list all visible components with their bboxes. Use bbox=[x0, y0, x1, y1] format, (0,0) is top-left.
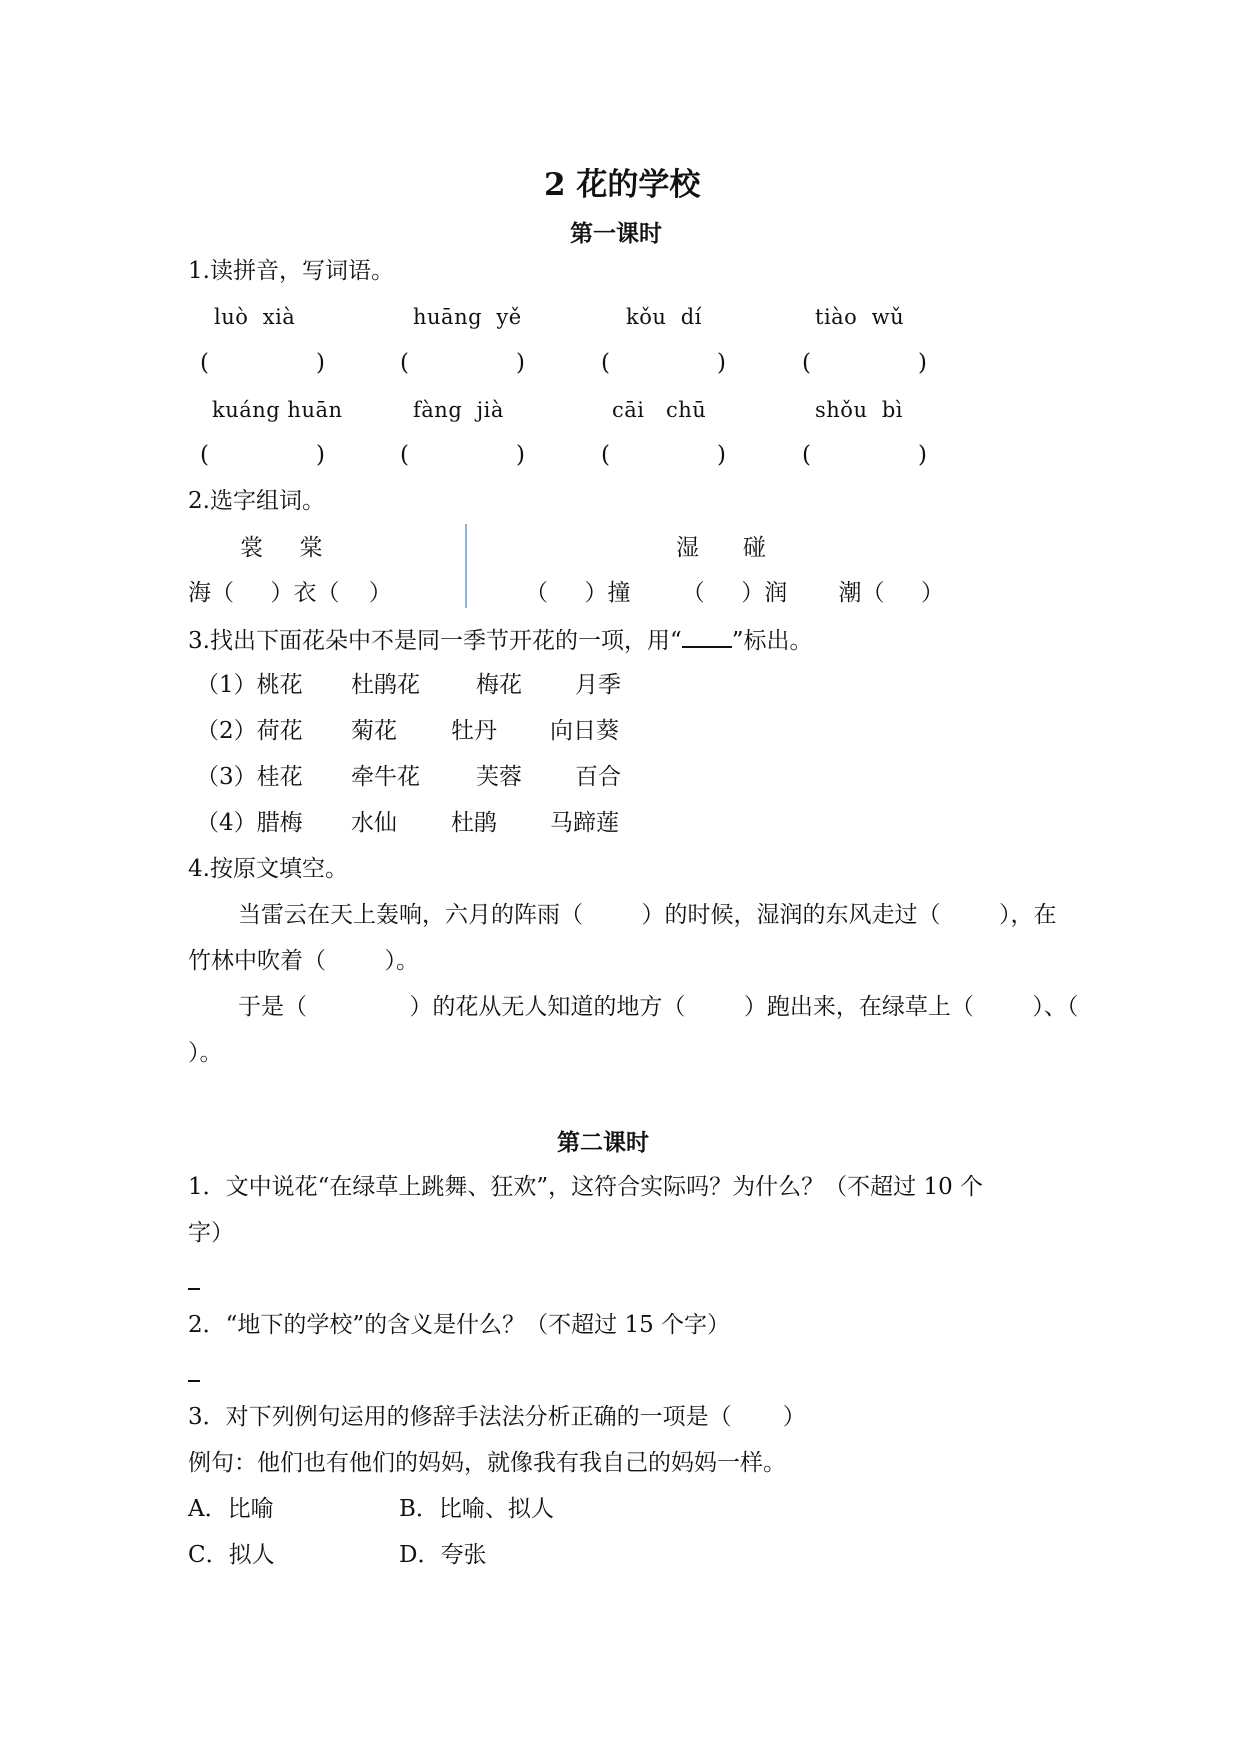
answer-paren-close: ) bbox=[717, 350, 726, 376]
answer-paren-open: ( bbox=[200, 442, 209, 468]
pinyin-4: tiào wǔ bbox=[815, 305, 905, 329]
q4-paragraph-2-line-1: 于是（ ）的花从无人知道的地方（ ）跑出来，在绿草上（ ）、（ bbox=[238, 994, 1079, 1020]
answer-paren-close: ) bbox=[516, 442, 525, 468]
pinyin-1: luò xià bbox=[214, 305, 296, 329]
answer-paren-close: ) bbox=[717, 442, 726, 468]
answer-paren-close: ) bbox=[316, 442, 325, 468]
answer-line bbox=[188, 1288, 200, 1290]
q3-row-1-item-4: 月季 bbox=[575, 672, 621, 698]
q4-prompt: 4.按原文填空。 bbox=[188, 856, 348, 882]
q3-row-3-item-4: 百合 bbox=[575, 764, 621, 790]
q2-left-blanks: 海（ ）衣（ ） bbox=[188, 580, 392, 606]
q2-right-chars: 湿 碰 bbox=[676, 535, 766, 561]
answer-line bbox=[188, 1380, 200, 1382]
answer-paren-close: ) bbox=[918, 350, 927, 376]
q3-row-4-item-2: 水仙 bbox=[351, 810, 397, 836]
answer-paren-open: ( bbox=[601, 350, 610, 376]
q3-row-1-item-3: 梅花 bbox=[476, 672, 522, 698]
underline-blank bbox=[682, 628, 732, 648]
divider-line bbox=[465, 524, 467, 608]
option-d: D．夸张 bbox=[399, 1542, 487, 1568]
q3-row-3-item-1: （3）桂花 bbox=[196, 764, 303, 790]
answer-paren-open: ( bbox=[802, 442, 811, 468]
pinyin-8: shǒu bì bbox=[815, 398, 903, 422]
q3-row-3-item-3: 芙蓉 bbox=[476, 764, 522, 790]
pinyin-2: huāng yě bbox=[413, 305, 522, 329]
q4-paragraph-1-line-1: 当雷云在天上轰响，六月的阵雨（ ）的时候，湿润的东风走过（ ），在 bbox=[238, 902, 1057, 928]
pinyin-6: fàng jià bbox=[413, 398, 504, 422]
option-a: A．比喻 bbox=[188, 1496, 274, 1522]
q3-row-3-item-2: 牵牛花 bbox=[351, 764, 420, 790]
lesson-2-heading: 第二课时 bbox=[557, 1129, 649, 1156]
q3-row-4-item-1: （4）腊梅 bbox=[196, 810, 303, 836]
pinyin-5: kuáng huān bbox=[212, 398, 343, 422]
pinyin-3: kǒu dí bbox=[626, 305, 702, 329]
q1-prompt: 1.读拼音，写词语。 bbox=[188, 258, 394, 284]
q3-prompt bbox=[188, 628, 812, 653]
pinyin-7: cāi chū bbox=[612, 398, 707, 422]
q2-prompt: 2.选字组词。 bbox=[188, 488, 325, 514]
l2-q2: 2．“地下的学校”的含义是什么？（不超过 15 个字） bbox=[188, 1312, 731, 1338]
q3-row-1-item-1: （1）桃花 bbox=[196, 672, 303, 698]
answer-paren-close: ) bbox=[316, 350, 325, 376]
answer-paren-open: ( bbox=[400, 442, 409, 468]
answer-paren-open: ( bbox=[601, 442, 610, 468]
q3-row-2-item-4: 向日葵 bbox=[550, 718, 619, 744]
q3-row-2-item-3: 牡丹 bbox=[451, 718, 497, 744]
answer-paren-open: ( bbox=[200, 350, 209, 376]
q3-row-4-item-3: 杜鹃 bbox=[451, 810, 497, 836]
option-c: C．拟人 bbox=[188, 1542, 275, 1568]
answer-paren-open: ( bbox=[400, 350, 409, 376]
answer-paren-open: ( bbox=[802, 350, 811, 376]
q4-paragraph-2-line-2: ）。 bbox=[188, 1040, 223, 1066]
q3-row-4-item-4: 马蹄莲 bbox=[550, 810, 619, 836]
q3-prompt-before: 3.找出下面花朵中不是同一季节开花的一项，用“ bbox=[188, 628, 682, 654]
answer-paren-close: ) bbox=[516, 350, 525, 376]
q3-prompt-after: ”标出。 bbox=[731, 628, 813, 654]
option-b: B．比喻、拟人 bbox=[399, 1496, 554, 1522]
l2-q1-line-1: 1．文中说花“在绿草上跳舞、狂欢”，这符合实际吗？为什么？（不超过 10 个 bbox=[188, 1174, 984, 1200]
q2-left-chars: 裳 棠 bbox=[240, 535, 323, 561]
l2-q1-line-2: 字） bbox=[188, 1220, 234, 1246]
q3-row-2-item-1: （2）荷花 bbox=[196, 718, 303, 744]
answer-paren-close: ) bbox=[918, 442, 927, 468]
page-title: 2 花的学校 bbox=[544, 167, 701, 203]
lesson-1-heading: 第一课时 bbox=[570, 220, 662, 247]
q4-paragraph-1-line-2: 竹林中吹着（ ）。 bbox=[188, 948, 419, 974]
q3-row-2-item-2: 菊花 bbox=[351, 718, 397, 744]
l2-example: 例句：他们也有他们的妈妈，就像我有我自己的妈妈一样。 bbox=[188, 1450, 786, 1476]
l2-q3: 3．对下列例句运用的修辞手法法分析正确的一项是（ ） bbox=[188, 1404, 806, 1430]
q2-right-blanks: （ ）撞 （ ）润 潮（ ） bbox=[525, 580, 945, 606]
q3-row-1-item-2: 杜鹃花 bbox=[351, 672, 420, 698]
